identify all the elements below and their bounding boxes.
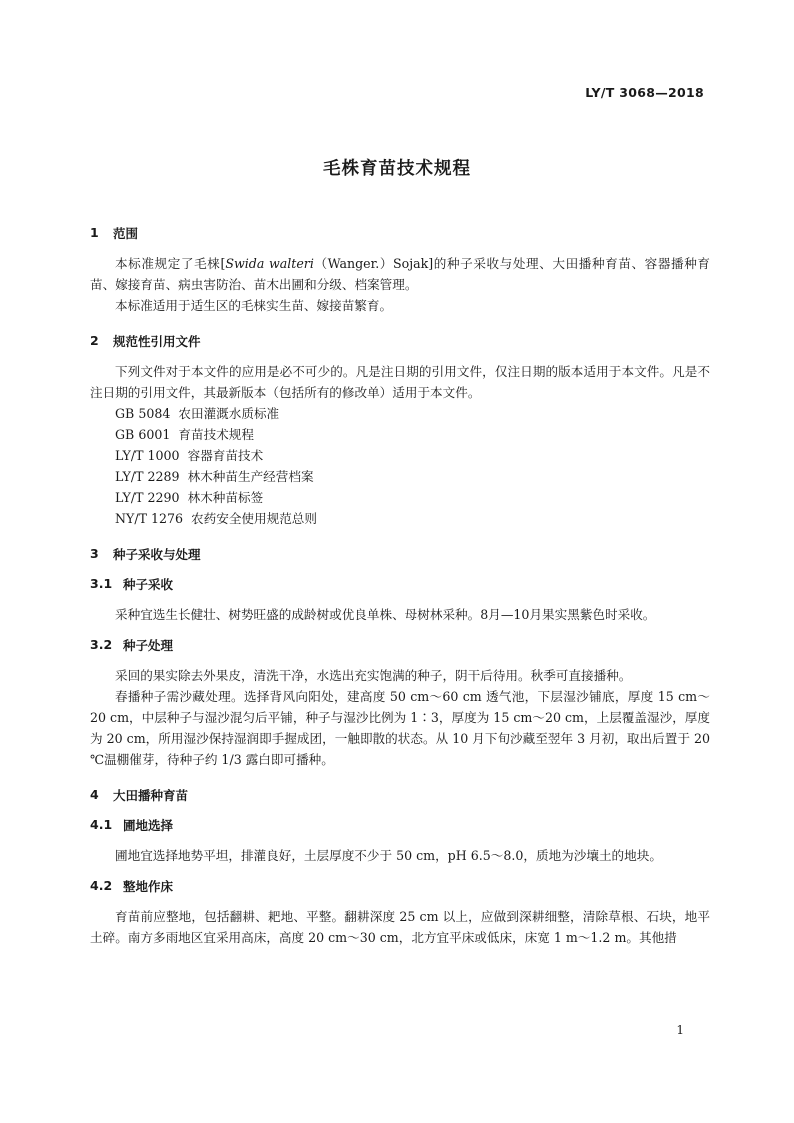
reference-item (90, 487, 710, 508)
reference-code: NY/T 1276 (115, 511, 184, 526)
paragraph: 本标准规定了毛梾[Swida walteri（Wanger.）Sojak]的种子采收与处理、大田播种育苗、容器播种育苗、嫁接育苗、病虫害防治、苗木出圃和分级、档案管理。 (90, 256, 710, 292)
section-heading-1 (90, 222, 710, 243)
page-number: 1 (676, 1023, 684, 1037)
reference-code: GB 6001 (115, 427, 171, 442)
document-title: 毛株育苗技术规程 (323, 159, 471, 179)
reference-name: 农田灌溉水质标准 (178, 406, 280, 421)
subsection-title: 圃地选择 (123, 817, 174, 833)
reference-name: 林木种苗生产经营档案 (187, 469, 314, 484)
subsection-heading-3-1 (90, 573, 710, 594)
subsection-title: 种子采收 (123, 576, 174, 592)
reference-item (90, 508, 710, 529)
section-title: 大田播种育苗 (113, 787, 189, 803)
reference-code: LY/T 2290 (115, 490, 180, 505)
section-number: 3 (90, 546, 99, 561)
section-title: 规范性引用文件 (113, 333, 201, 349)
section-heading-3 (90, 543, 710, 564)
reference-name: 育苗技术规程 (178, 427, 254, 442)
section-heading-2 (90, 330, 710, 351)
section-number: 1 (90, 225, 99, 240)
reference-name: 容器育苗技术 (187, 448, 264, 463)
reference-item (90, 403, 710, 424)
subsection-number: 4.1 (90, 817, 113, 832)
paragraph: 育苗前应整地，包括翻耕、耙地、平整。翻耕深度 25 cm 以上，应做到深耕细整，清除草根、石块，地平土碎。南方多雨地区宜采用高床，高度 20 cm～30 cm，北方宜平床或低床，床宽 1 m～1.2 m。其他措 (90, 909, 710, 945)
paragraph: 圃地宜选择地势平坦，排灌良好，土层厚度不少于 50 cm，pH 6.5～8.0，质地为沙壤土的地块。 (115, 848, 662, 863)
subsection-number: 3.1 (90, 576, 113, 591)
section-heading-4 (90, 784, 710, 805)
section-title: 种子采收与处理 (113, 546, 201, 562)
reference-code: LY/T 2289 (115, 469, 180, 484)
paragraph: 本标准适用于适生区的毛梾实生苗、嫁接苗繁育。 (115, 298, 393, 313)
subsection-heading-4-1 (90, 814, 710, 835)
subsection-number: 3.2 (90, 637, 113, 652)
reference-item (90, 424, 710, 445)
section-number: 2 (90, 333, 99, 348)
paragraph: 采种宜选生长健壮、树势旺盛的成龄树或优良单株、母树林采种。8月—10月果实黑紫色时采收。 (115, 607, 656, 622)
reference-list (90, 403, 710, 529)
document-body (90, 222, 710, 948)
standard-code: LY/T 3068—2018 (585, 85, 704, 100)
latin-name: Swida walteri (225, 256, 314, 271)
paragraph: 采回的果实除去外果皮，清洗干净，水选出充实饱满的种子，阴干后待用。秋季可直接播种。 (115, 668, 632, 683)
subsection-title: 种子处理 (123, 637, 174, 653)
section-title: 范围 (113, 225, 139, 241)
paragraph: 下列文件对于本文件的应用是必不可少的。凡是注日期的引用文件，仅注日期的版本适用于本文件。凡是不注日期的引用文件，其最新版本（包括所有的修改单）适用于本文件。 (90, 364, 710, 400)
reference-code: LY/T 1000 (115, 448, 180, 463)
reference-code: GB 5084 (115, 406, 171, 421)
reference-item (90, 466, 710, 487)
subsection-title: 整地作床 (123, 878, 174, 894)
subsection-heading-4-2 (90, 875, 710, 896)
reference-item (90, 445, 710, 466)
subsection-number: 4.2 (90, 878, 113, 893)
reference-name: 林木种苗标签 (187, 490, 264, 505)
section-number: 4 (90, 787, 99, 802)
subsection-heading-3-2 (90, 634, 710, 655)
reference-name: 农药安全使用规范总则 (191, 511, 317, 526)
paragraph: 春播种子需沙藏处理。选择背风向阳处，建高度 50 cm～60 cm 透气池，下层湿沙铺底，厚度 15 cm～20 cm，中层种子与湿沙混匀后平铺，种子与湿沙比例为 1∶3，厚度为 15 cm～20 cm，上层覆盖湿沙，厚度为 20 cm，所用湿沙保持湿润即手握成团，一触即散的状态。从 10 月下旬沙藏至翌年 3 月初，取出后置于 20 ℃温棚催芽，待种子约 1/3 露白即可播种。 (90, 689, 710, 767)
